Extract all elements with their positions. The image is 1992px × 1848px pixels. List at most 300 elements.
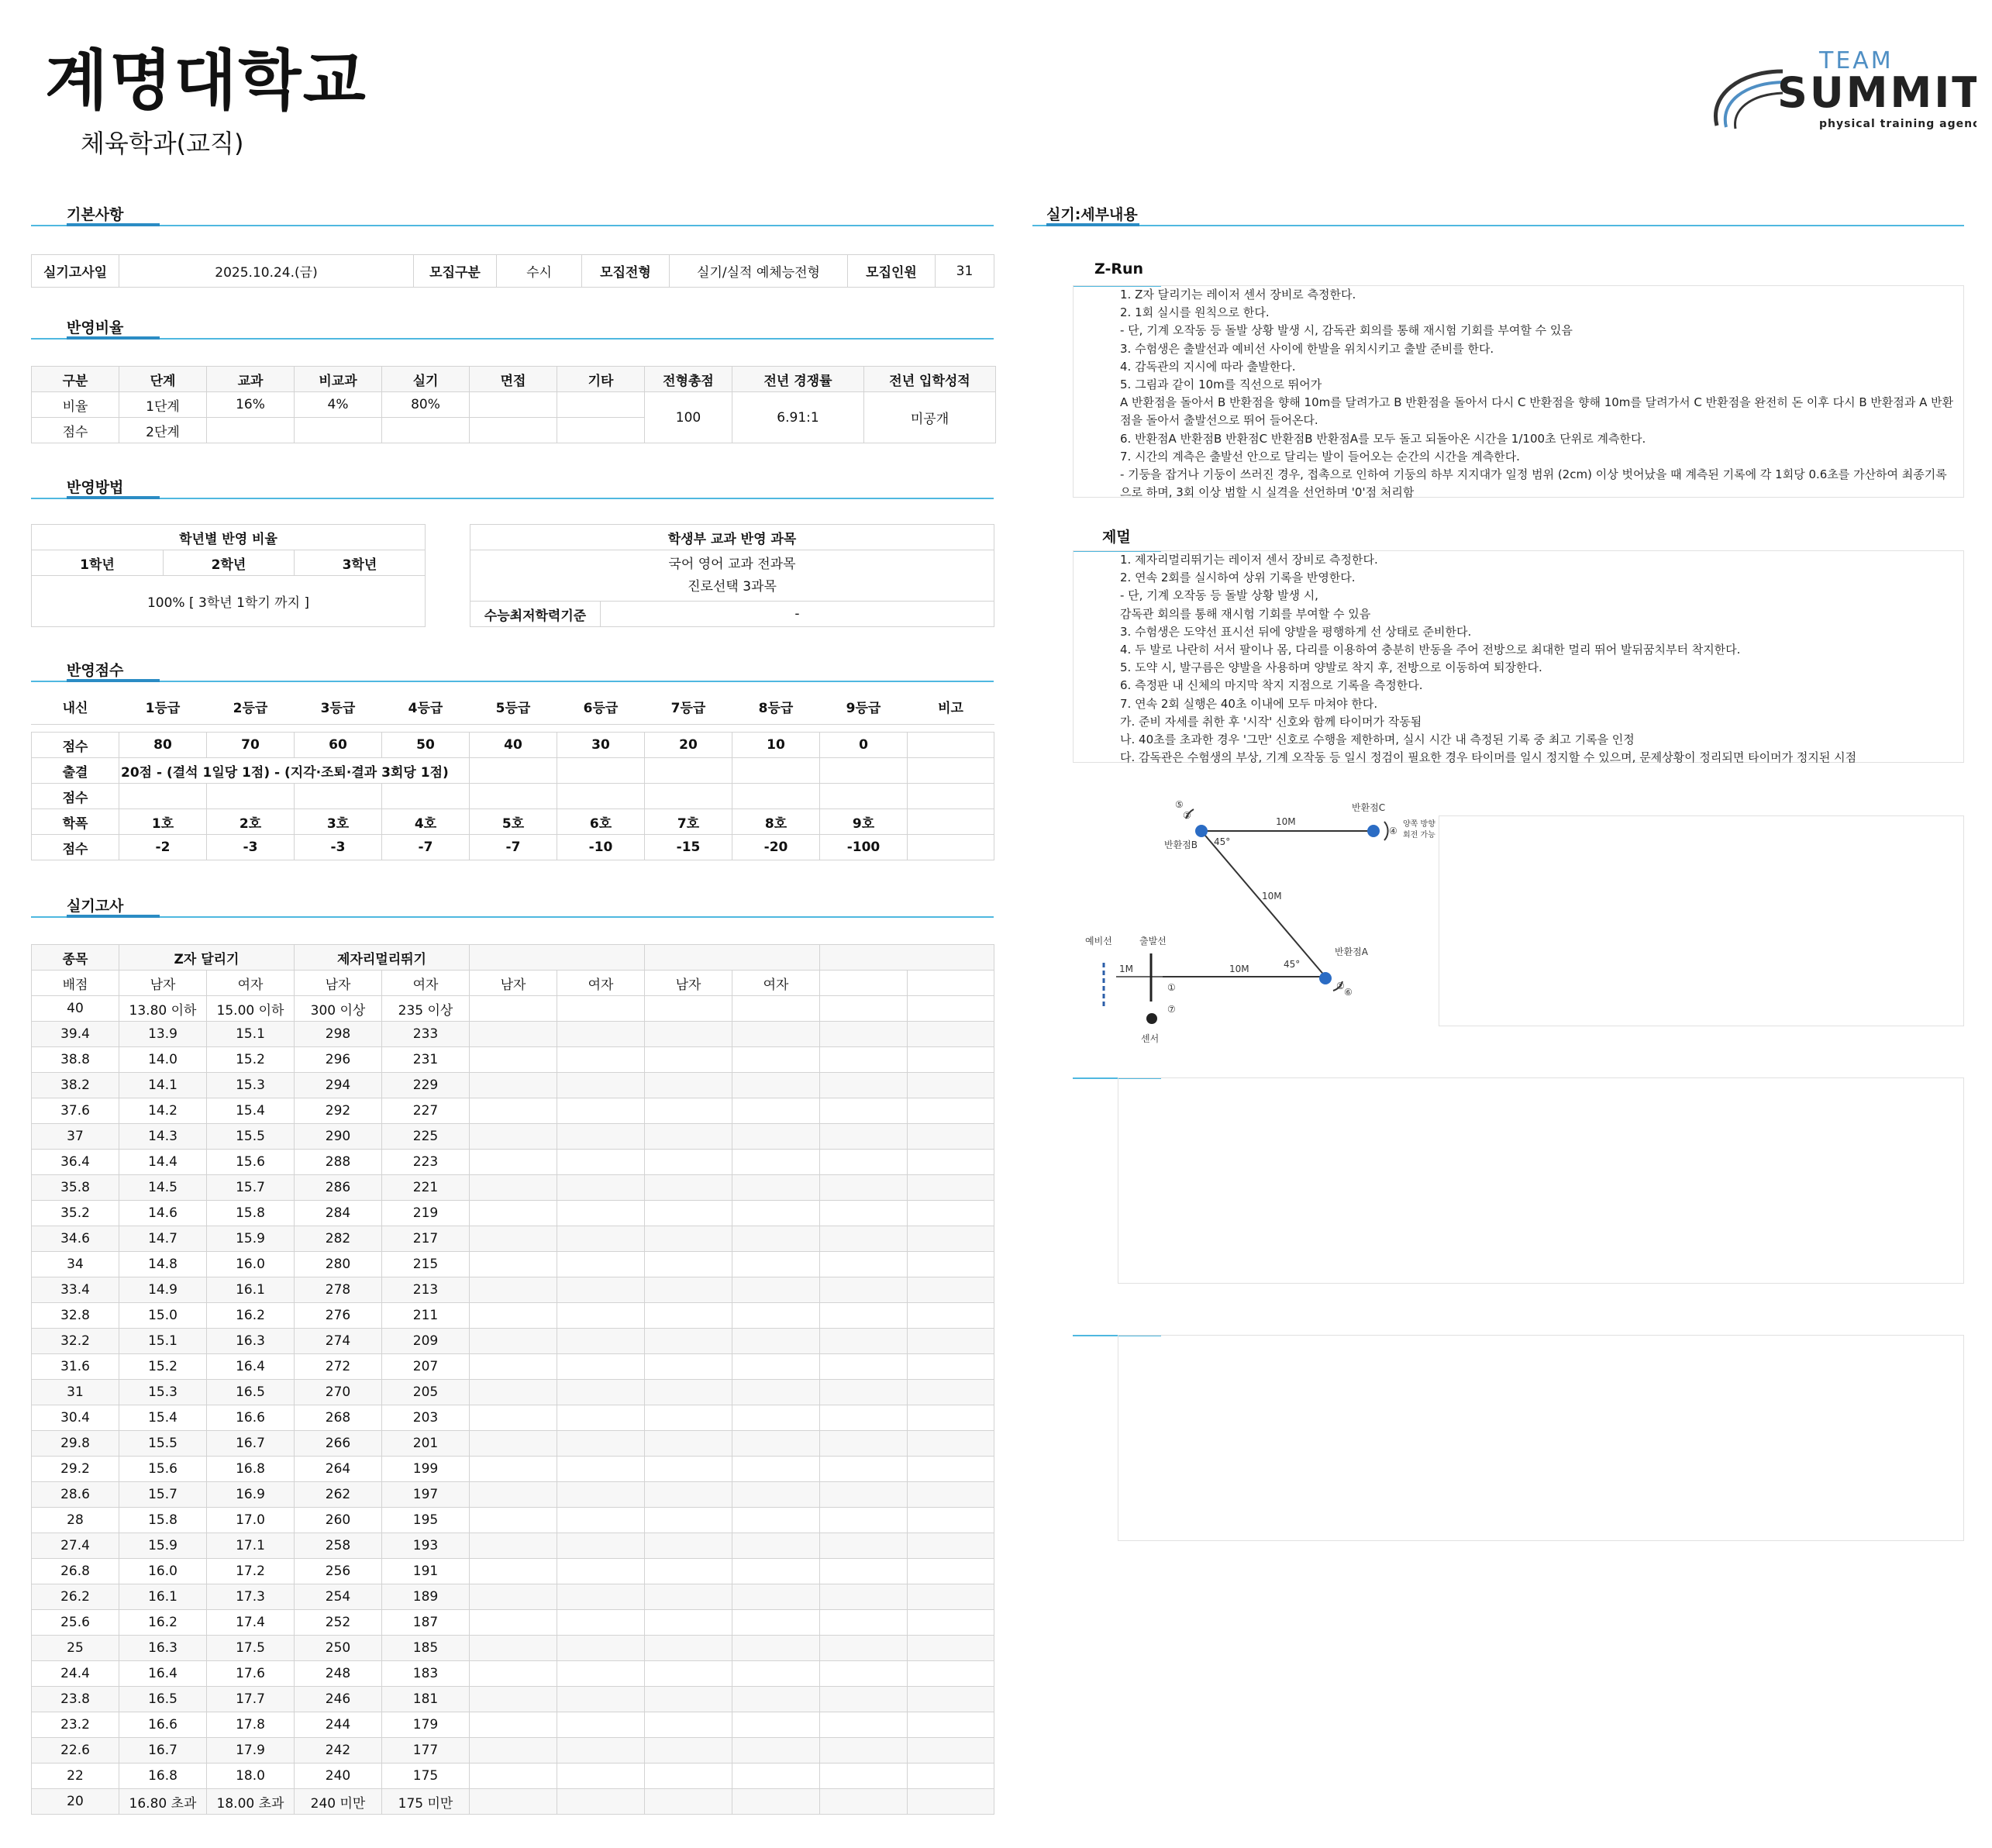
points-cell: 29.2 (32, 1457, 119, 1482)
empty-cell (645, 1431, 732, 1457)
record-cell: 18.00 초과 (207, 1789, 295, 1815)
empty-cell (557, 996, 645, 1022)
ratio-cell: 4% (295, 392, 382, 418)
point-b-marker (1195, 825, 1208, 837)
grade-label: 3학년 (295, 550, 426, 576)
record-cell: 203 (382, 1405, 470, 1431)
practical-row (32, 1354, 994, 1380)
record-cell: 209 (382, 1329, 470, 1354)
empty-cell (470, 1533, 557, 1559)
empty-cell (557, 1584, 645, 1610)
empty-cell (820, 1610, 908, 1636)
point-a-marker (1319, 972, 1332, 984)
conduct-score-cell: -15 (645, 835, 732, 860)
zrun-rule-line: 2. 1회 실시를 원칙으로 한다. (1120, 305, 1270, 320)
ratio-header: 비교과 (295, 367, 382, 392)
record-cell: 17.3 (207, 1584, 295, 1610)
empty-cell (732, 1354, 820, 1380)
empty-cell (470, 1047, 557, 1073)
practical-row (32, 1047, 994, 1073)
record-cell: 15.2 (207, 1047, 295, 1073)
label-step-3: ③ (1183, 810, 1191, 821)
empty-cell (732, 1405, 820, 1431)
empty-cell (820, 1584, 908, 1610)
practical-row (32, 996, 994, 1022)
zrun-title: Z-Run (1094, 260, 1144, 278)
points-cell: 39.4 (32, 1022, 119, 1047)
empty-cell (645, 1457, 732, 1482)
empty-cell (470, 1073, 557, 1098)
empty-cell (732, 1508, 820, 1533)
record-cell: 296 (295, 1047, 382, 1073)
empty-cell (732, 1559, 820, 1584)
empty-cell (908, 1559, 994, 1584)
empty-cell (732, 1329, 820, 1354)
empty-cell (820, 1508, 908, 1533)
empty-cell (908, 1175, 994, 1201)
empty-cell (820, 1559, 908, 1584)
conduct-cell: 1호 (119, 809, 207, 835)
label-step-1: ① (1167, 982, 1176, 993)
record-cell: 264 (295, 1457, 382, 1482)
empty-cell (645, 1508, 732, 1533)
ratio-cell (557, 392, 645, 418)
grade-ratio-value: 100% [ 3학년 1학기 까지 ] (32, 576, 426, 627)
score-header: 내신 (32, 689, 119, 725)
subject-line-1: 국어 영어 교과 전과목 (668, 556, 796, 572)
score-header: 2등급 (207, 689, 295, 725)
point-c-marker (1367, 825, 1380, 837)
record-cell: 14.4 (119, 1150, 207, 1175)
practical-row (32, 1508, 994, 1533)
ratio-total: 100 (645, 392, 732, 443)
record-cell: 16.6 (207, 1405, 295, 1431)
empty-cell (470, 1764, 557, 1789)
record-cell: 15.9 (207, 1226, 295, 1252)
practical-row (32, 1661, 994, 1687)
gender-header: 남자 (295, 971, 382, 996)
ratio-cell: 2단계 (119, 418, 207, 443)
record-cell: 18.0 (207, 1764, 295, 1789)
points-cell: 25.6 (32, 1610, 119, 1636)
practical-row (32, 1789, 994, 1815)
label-angle-a: 45° (1284, 959, 1301, 970)
empty-cell (557, 1098, 645, 1124)
score-header: 6등급 (557, 689, 645, 725)
record-cell: 225 (382, 1124, 470, 1150)
record-cell: 16.5 (119, 1687, 207, 1712)
record-cell: 15.3 (119, 1380, 207, 1405)
record-cell: 181 (382, 1687, 470, 1712)
empty-cell (645, 1789, 732, 1815)
record-cell: 199 (382, 1457, 470, 1482)
empty-cell (645, 1252, 732, 1277)
record-cell: 193 (382, 1533, 470, 1559)
empty-cell (645, 996, 732, 1022)
empty-cell (645, 1405, 732, 1431)
record-cell: 15.0 (119, 1303, 207, 1329)
conduct-score-cell: -7 (470, 835, 557, 860)
record-cell: 250 (295, 1636, 382, 1661)
empty-cell (470, 1584, 557, 1610)
empty-cell (557, 1405, 645, 1431)
logo-summit-text: SUMMIT (1777, 68, 1976, 117)
label-step-5: ⑤ (1175, 799, 1184, 810)
jump-rule-line: 7. 연속 2회 실행은 40초 이내에 모두 마쳐야 한다. (1120, 696, 1378, 711)
empty-cell (470, 1277, 557, 1303)
points-cell: 38.2 (32, 1073, 119, 1098)
empty-cell (645, 1354, 732, 1380)
event-zrun: Z자 달리기 (119, 945, 295, 971)
conduct-cell: 6호 (557, 809, 645, 835)
empty-cell (820, 1252, 908, 1277)
empty-cell (732, 1533, 820, 1559)
jump-rule-line: 3. 수험생은 도약선 표시선 뒤에 양발을 평행하게 선 상태로 준비한다. (1120, 624, 1472, 639)
grade-score-cell: 40 (470, 733, 557, 758)
empty-cell (908, 1636, 994, 1661)
empty-cell (557, 1073, 645, 1098)
practical-row (32, 1098, 994, 1124)
empty-cell (557, 1431, 645, 1457)
grade-score-cell: 점수 (32, 733, 119, 758)
empty-cell (470, 1150, 557, 1175)
subject-title: 학생부 교과 반영 과목 (470, 525, 994, 550)
record-cell: 14.0 (119, 1047, 207, 1073)
empty-cell (557, 1277, 645, 1303)
record-cell: 16.4 (119, 1661, 207, 1687)
record-cell: 280 (295, 1252, 382, 1277)
empty-cell (908, 1687, 994, 1712)
grade-score-cell (908, 733, 994, 758)
record-cell: 282 (295, 1226, 382, 1252)
section-method-title: 반영방법 (67, 479, 124, 496)
empty-cell (820, 1636, 908, 1661)
jump-rule-line: 4. 두 발로 나란히 서서 팔이나 몸, 다리를 이용하여 충분히 반동을 주어 전방으로 최대한 멀리 뛰어 발뒤꿈치부터 착지한다. (1120, 643, 1741, 657)
record-cell: 229 (382, 1073, 470, 1098)
label-step-2: ② (1336, 981, 1345, 991)
empty-cell (557, 1457, 645, 1482)
section-ratio-title: 반영비율 (67, 319, 124, 336)
empty-cell (732, 1738, 820, 1764)
practical-row (32, 1764, 994, 1789)
zrun-rule-line: - 기둥을 잡거나 기둥이 쓰러진 경우, 접촉으로 인하여 기둥의 하부 지지대가 일정 범위 (2cm) 이상 벗어났을 때 계측된 기록에 각 1회당 0.6초를 가산하여 최종기록으로 하며, 3회 이상 범할 시 실격을 선언하며 '0'점 처리함 (1120, 467, 1947, 500)
points-cell: 34 (32, 1252, 119, 1277)
record-cell: 189 (382, 1584, 470, 1610)
practical-row (32, 1482, 994, 1508)
empty-cell (732, 1636, 820, 1661)
section-basic-title: 기본사항 (67, 206, 124, 223)
event-label: 종목 (32, 945, 119, 971)
empty-cell (732, 1610, 820, 1636)
label-point-b: 반환점B (1164, 840, 1198, 850)
record-cell: 17.7 (207, 1687, 295, 1712)
ratio-header: 전년 경쟁률 (732, 367, 864, 392)
practical-row (32, 1150, 994, 1175)
record-cell: 221 (382, 1175, 470, 1201)
gender-header: 여자 (557, 971, 645, 996)
empty-cell (645, 1712, 732, 1738)
label-rotate-note-2: 회전 가능 (1403, 831, 1435, 840)
gender-header: 여자 (207, 971, 295, 996)
ratio-header: 전년 입학성적 (864, 367, 996, 392)
conduct-cell: 4호 (382, 809, 470, 835)
jump-rule-line: 가. 준비 자세를 취한 후 '시작' 신호와 함께 타이머가 작동됨 (1120, 714, 1422, 729)
empty-cell (557, 1636, 645, 1661)
empty-cell (820, 1687, 908, 1712)
points-cell: 29.8 (32, 1431, 119, 1457)
practical-table (31, 944, 994, 1815)
points-cell: 33.4 (32, 1277, 119, 1303)
empty-cell (820, 996, 908, 1022)
ratio-cell: 1단계 (119, 392, 207, 418)
empty-cell (908, 1329, 994, 1354)
conduct-score-cell: -20 (732, 835, 820, 860)
empty-cell (470, 1482, 557, 1508)
label-seg-reserve: 1M (1119, 964, 1133, 974)
record-cell: 14.9 (119, 1277, 207, 1303)
attendance-score-label: 점수 (32, 784, 119, 809)
empty-cell (820, 1764, 908, 1789)
points-cell: 22 (32, 1764, 119, 1789)
record-cell: 270 (295, 1380, 382, 1405)
record-cell: 266 (295, 1431, 382, 1457)
record-cell: 17.0 (207, 1508, 295, 1533)
record-cell: 16.8 (207, 1457, 295, 1482)
conduct-score-cell: -2 (119, 835, 207, 860)
ratio-prev-score: 미공개 (864, 392, 996, 443)
empty-cell (732, 1098, 820, 1124)
points-cell: 37.6 (32, 1098, 119, 1124)
ratio-header: 구분 (32, 367, 119, 392)
grade-label: 2학년 (164, 550, 295, 576)
empty-cell (732, 1764, 820, 1789)
gender-header: 여자 (732, 971, 820, 996)
jump-rule-line: 감독관 회의를 통해 재시험 기회를 부여할 수 있음 (1120, 606, 1371, 621)
empty-cell (908, 1764, 994, 1789)
points-cell: 23.8 (32, 1687, 119, 1712)
points-cell: 34.6 (32, 1226, 119, 1252)
record-cell: 179 (382, 1712, 470, 1738)
record-cell: 16.3 (119, 1636, 207, 1661)
empty-cell (557, 1610, 645, 1636)
record-cell: 16.3 (207, 1329, 295, 1354)
empty-cell (820, 1047, 908, 1073)
label-point-c: 반환점C (1352, 802, 1386, 813)
empty-cell (820, 1457, 908, 1482)
empty-cell (908, 1533, 994, 1559)
empty-cell (820, 1431, 908, 1457)
empty-cell (470, 1738, 557, 1764)
points-cell: 40 (32, 996, 119, 1022)
empty-cell (470, 996, 557, 1022)
zrun-rule-line: 7. 시간의 계측은 출발선 안으로 달리는 발이 들어오는 순간의 시간을 계측한다. (1120, 449, 1520, 464)
ratio-cell: 점수 (32, 418, 119, 443)
empty-cell (470, 1712, 557, 1738)
record-cell: 191 (382, 1559, 470, 1584)
ratio-header: 실기 (382, 367, 470, 392)
empty-cell (820, 1150, 908, 1175)
record-cell: 231 (382, 1047, 470, 1073)
zrun-rule-line: 4. 감독관의 지시에 따라 출발한다. (1120, 359, 1296, 374)
label-seg-bc: 10M (1276, 816, 1296, 827)
zrun-rule-line: 5. 그림과 같이 10m를 직선으로 뛰어가 (1120, 378, 1322, 392)
label-step-6: ⑥ (1344, 987, 1353, 998)
record-cell: 15.7 (207, 1175, 295, 1201)
conduct-cell (908, 809, 994, 835)
score-header: 9등급 (820, 689, 908, 725)
points-cell: 30.4 (32, 1405, 119, 1431)
conduct-score-cell: 점수 (32, 835, 119, 860)
record-cell: 17.2 (207, 1559, 295, 1584)
record-cell: 272 (295, 1354, 382, 1380)
practical-row (32, 1175, 994, 1201)
grade-score-cell: 80 (119, 733, 207, 758)
empty-cell (557, 1150, 645, 1175)
record-cell: 16.80 초과 (119, 1789, 207, 1815)
exam-date-value: 2025.10.24.(금) (119, 255, 414, 288)
empty-cell (732, 1482, 820, 1508)
grade-score-cell: 10 (732, 733, 820, 758)
empty-cell (557, 1559, 645, 1584)
empty-cell (820, 1712, 908, 1738)
empty-cell (732, 1073, 820, 1098)
empty-cell (645, 1329, 732, 1354)
record-cell: 15.00 이하 (207, 996, 295, 1022)
grade-ratio-title: 학년별 반영 비율 (32, 525, 426, 550)
record-cell: 215 (382, 1252, 470, 1277)
record-cell: 16.0 (207, 1252, 295, 1277)
record-cell: 175 (382, 1764, 470, 1789)
empty-cell (645, 1175, 732, 1201)
practical-row (32, 1738, 994, 1764)
empty-cell (470, 1431, 557, 1457)
record-cell: 219 (382, 1201, 470, 1226)
score-table (31, 688, 994, 860)
ratio-cell: 80% (382, 392, 470, 418)
record-cell: 15.7 (119, 1482, 207, 1508)
ratio-cell (470, 392, 557, 418)
empty-cell (908, 1226, 994, 1252)
record-cell: 217 (382, 1226, 470, 1252)
zrun-rule-line: - 단, 기계 오작동 등 돌발 상황 발생 시, 감독관 회의를 통해 재시험 기회를 부여할 수 있음 (1120, 323, 1573, 338)
empty-cell (820, 1022, 908, 1047)
empty-cell (820, 1073, 908, 1098)
ratio-cell (207, 418, 295, 443)
empty-cell (820, 1789, 908, 1815)
diagram-frame (1439, 815, 1964, 1026)
empty-cell (732, 1584, 820, 1610)
conduct-cell: 학폭 (32, 809, 119, 835)
score-header: 1등급 (119, 689, 207, 725)
record-cell: 17.6 (207, 1661, 295, 1687)
exam-date-label: 실기고사일 (32, 255, 119, 288)
empty-cell (645, 1687, 732, 1712)
ratio-competition: 6.91:1 (732, 392, 864, 443)
recruit-count-value: 31 (936, 255, 994, 288)
empty-cell (908, 1047, 994, 1073)
practical-row (32, 1712, 994, 1738)
empty-cell (820, 1354, 908, 1380)
empty-cell (908, 1610, 994, 1636)
empty-cell (470, 1201, 557, 1226)
practical-row (32, 1636, 994, 1661)
empty-cell (645, 1559, 732, 1584)
record-cell: 17.4 (207, 1610, 295, 1636)
empty-cell (470, 1559, 557, 1584)
empty-cell (820, 1098, 908, 1124)
empty-cell (557, 1124, 645, 1150)
points-cell: 31 (32, 1380, 119, 1405)
basic-info-table (31, 254, 994, 288)
record-cell: 15.4 (119, 1405, 207, 1431)
grade-score-cell: 70 (207, 733, 295, 758)
points-cell: 24.4 (32, 1661, 119, 1687)
jump-title: 제멀 (1102, 529, 1131, 546)
section-score (31, 656, 994, 687)
empty-cell (645, 1584, 732, 1610)
record-cell: 14.3 (119, 1124, 207, 1150)
empty-cell (908, 1124, 994, 1150)
points-cell: 20 (32, 1789, 119, 1815)
empty-cell (645, 1124, 732, 1150)
empty-cell (908, 1380, 994, 1405)
empty-cell (645, 1022, 732, 1047)
record-cell: 298 (295, 1022, 382, 1047)
empty-cell (732, 1201, 820, 1226)
record-cell: 16.8 (119, 1764, 207, 1789)
empty-cell (732, 1022, 820, 1047)
record-cell: 242 (295, 1738, 382, 1764)
record-cell: 252 (295, 1610, 382, 1636)
empty-cell (908, 1482, 994, 1508)
empty-cell (820, 1329, 908, 1354)
ratio-header: 교과 (207, 367, 295, 392)
record-cell: 175 미만 (382, 1789, 470, 1815)
record-cell: 268 (295, 1405, 382, 1431)
record-cell: 16.7 (207, 1431, 295, 1457)
points-cell: 35.2 (32, 1201, 119, 1226)
empty-cell (557, 1764, 645, 1789)
recruit-type-value: 수시 (497, 255, 582, 288)
empty-cell (557, 1354, 645, 1380)
section-detail (1032, 200, 1964, 231)
record-cell: 223 (382, 1150, 470, 1175)
record-cell: 284 (295, 1201, 382, 1226)
record-cell: 300 이상 (295, 996, 382, 1022)
empty-cell (470, 1687, 557, 1712)
empty-cell (645, 1150, 732, 1175)
empty-cell (557, 1226, 645, 1252)
logo-team-text: TEAM (1819, 48, 1894, 74)
score-header: 5등급 (470, 689, 557, 725)
points-label: 배점 (32, 971, 119, 996)
empty-cell (470, 1636, 557, 1661)
record-cell: 177 (382, 1738, 470, 1764)
empty-cell (470, 1098, 557, 1124)
empty-cell (645, 1277, 732, 1303)
record-cell: 248 (295, 1661, 382, 1687)
grade-ratio-table (31, 524, 426, 627)
record-cell: 274 (295, 1329, 382, 1354)
empty-cell (732, 1431, 820, 1457)
record-cell: 15.6 (119, 1457, 207, 1482)
empty-cell (557, 1201, 645, 1226)
record-cell: 14.7 (119, 1226, 207, 1252)
empty-cell (470, 1226, 557, 1252)
points-cell: 32.2 (32, 1329, 119, 1354)
points-cell: 26.2 (32, 1584, 119, 1610)
record-cell: 14.6 (119, 1201, 207, 1226)
